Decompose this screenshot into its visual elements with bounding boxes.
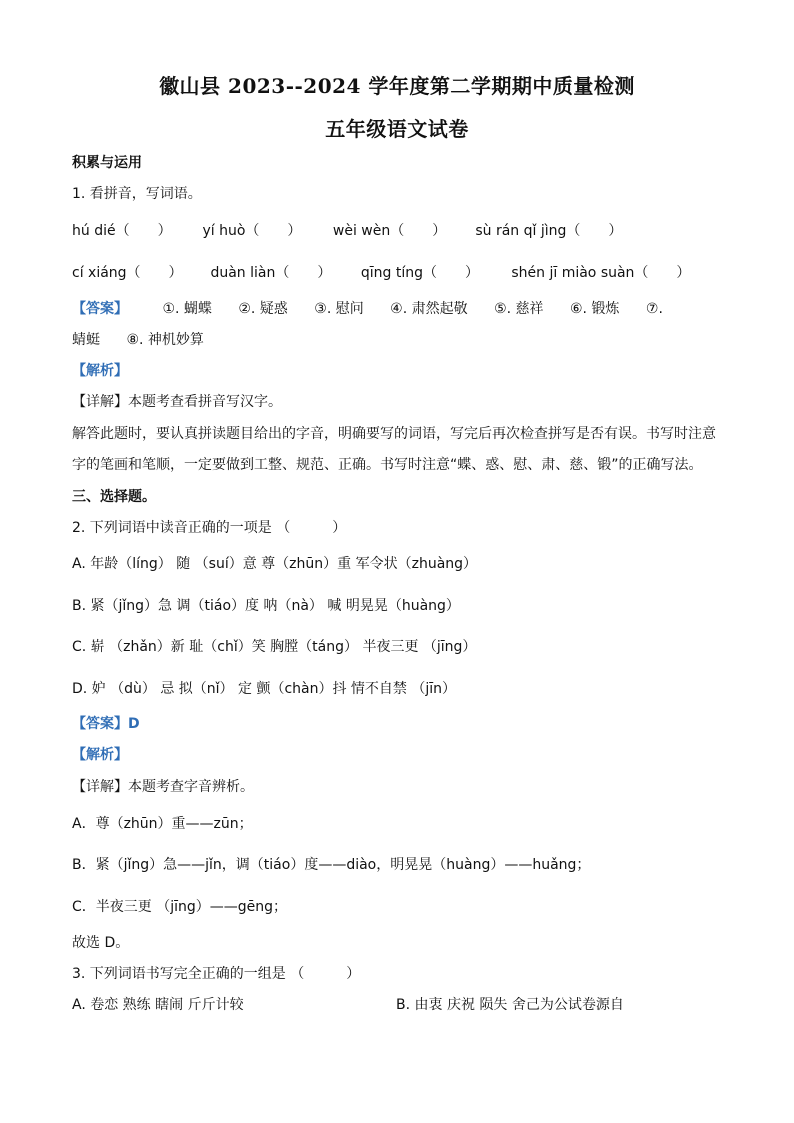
q2-analysis-tag: 【解析】 bbox=[72, 747, 128, 763]
q1-explanation-line-2: 字的笔画和笔顺，一定要做到工整、规范、正确。书写时注意“蝶、惑、慰、肃、慈、锻”的正确写法。 bbox=[72, 457, 703, 473]
answer-tag: 【答案】 bbox=[72, 301, 128, 317]
answer-item: ②. 疑惑 bbox=[238, 301, 288, 317]
q3-option-b: B. 由衷 庆祝 陨失 舍己为公试卷源自 bbox=[396, 997, 624, 1013]
section-heading-choice: 三、选择题。 bbox=[72, 489, 156, 505]
pinyin-item: shén jī miào suàn（ ） bbox=[511, 265, 691, 281]
pinyin-item: cí xiáng（ ） bbox=[72, 265, 183, 281]
answer-item: ④. 肃然起敬 bbox=[390, 301, 468, 317]
q2-conclusion: 故选 D。 bbox=[72, 935, 130, 951]
pinyin-item: hú dié（ ） bbox=[72, 223, 172, 239]
answer-item: ⑦. bbox=[645, 301, 663, 317]
answer-item: ⑤. 慈祥 bbox=[494, 301, 544, 317]
q1-explanation-line-1: 解答此题时，要认真拼读题目给出的字音，明确要写的词语，写完后再次检查拼写是否有误。书写时注意 bbox=[72, 426, 716, 442]
q2-note-b: B．紧（jǐng）急——jǐn，调（tiáo）度——diào，明晃晃（huàng）——huǎng； bbox=[72, 857, 591, 873]
q2-option-c: C. 崭 （zhǎn）新 耻（chǐ）笑 胸膛（táng） 半夜三更 （jīng） bbox=[72, 639, 477, 655]
pinyin-row-2 bbox=[72, 262, 690, 282]
q2-note-a: A．尊（zhūn）重——zūn； bbox=[72, 816, 253, 832]
section-heading-accumulation: 积累与运用 bbox=[72, 155, 142, 171]
answer-text: 【答案】D bbox=[72, 716, 140, 732]
pinyin-item: sù rán qǐ jìng（ ） bbox=[475, 223, 623, 239]
question-3-stem: 3. 下列词语书写完全正确的一组是 （ ） bbox=[72, 966, 361, 982]
question-1-stem: 1. 看拼音，写词语。 bbox=[72, 186, 202, 202]
pinyin-item: qīng tíng（ ） bbox=[360, 265, 480, 281]
q1-analysis-tag: 【解析】 bbox=[72, 363, 128, 379]
answer-item: ⑥. 锻炼 bbox=[569, 301, 620, 317]
pinyin-item: duàn liàn（ ） bbox=[210, 265, 332, 281]
question-2-stem: 2. 下列词语中读音正确的一项是 （ ） bbox=[72, 520, 347, 536]
page-subtitle: 五年级语文试卷 bbox=[325, 117, 469, 141]
q2-answer bbox=[72, 713, 140, 733]
pinyin-item: wèi wèn（ ） bbox=[332, 223, 447, 239]
q2-option-d: D. 妒 （dù） 忌 拟（nǐ） 定 颤（chàn）抖 情不自禁 （jīn） bbox=[72, 681, 457, 697]
q1-answer-line-2 bbox=[72, 329, 226, 349]
q2-option-a: A. 年龄（líng） 随 （suí）意 尊（zhūn）重 军令状（zhuàng） bbox=[72, 556, 478, 572]
answer-item: ⑧. 神机妙算 bbox=[126, 332, 204, 348]
q2-note-c: C．半夜三更 （jīng）——gēng； bbox=[72, 899, 288, 915]
pinyin-row-1 bbox=[72, 220, 622, 240]
page-title: 徽山县 2023--2024 学年度第二学期期中质量检测 bbox=[159, 74, 635, 98]
q2-detail: 【详解】本题考查字音辨析。 bbox=[72, 779, 254, 795]
q3-option-a: A. 卷恋 熟练 瞎闹 斤斤计较 bbox=[72, 997, 244, 1013]
answer-item: 蜻蜓 bbox=[72, 332, 100, 348]
q1-detail: 【详解】本题考查看拼音写汉字。 bbox=[72, 394, 282, 410]
answer-item: ①. 蝴蝶 bbox=[162, 301, 212, 317]
q1-answer-line-1 bbox=[72, 298, 663, 318]
q2-option-b: B. 紧（jǐng）急 调（tiáo）度 呐（nà） 喊 明晃晃（huàng） bbox=[72, 598, 460, 614]
pinyin-item: yí huò（ ） bbox=[202, 223, 302, 239]
answer-item: ③. 慰问 bbox=[314, 301, 364, 317]
